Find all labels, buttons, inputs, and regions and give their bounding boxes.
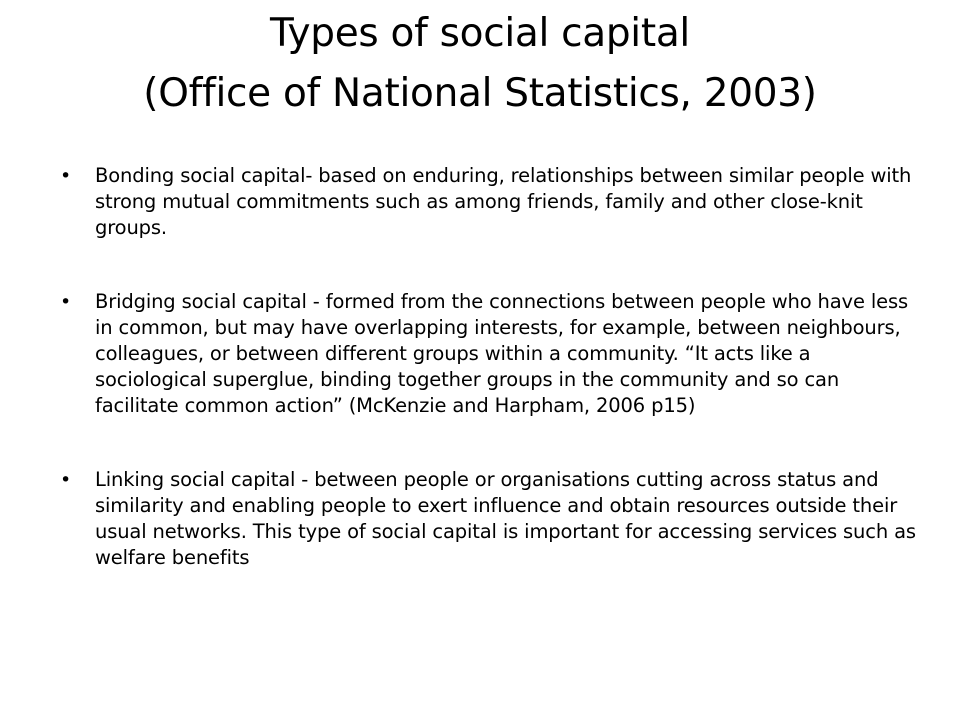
title-line-1: Types of social capital (270, 11, 690, 56)
bullet-text: Bridging social capital - formed from the connections between people who have less in common, but may have overlapping interests, for example, between neighbours, colleagues, or between different groups within a community. “It acts like a sociological superglue, binding together groups in the community and so can facilitate common action” (McKenzie and Harpham, 2006 p15) (95, 290, 908, 417)
bullet-text: Bonding social capital- based on enduring, relationships between similar people with strong mutual commitments such as among friends, family and other close-knit groups. (95, 164, 912, 239)
bullet-dot-icon: • (60, 165, 72, 187)
title-line-2: (Office of National Statistics, 2003) (143, 71, 817, 116)
bullet-list (60, 163, 920, 571)
bullet-bonding (60, 163, 920, 241)
bullet-bridging (60, 289, 920, 419)
bullet-dot-icon: • (60, 291, 72, 313)
bullet-linking (60, 467, 920, 571)
bullet-dot-icon: • (60, 469, 72, 491)
bullet-text: Linking social capital - between people or organisations cutting across status and similarity and enabling people to exert influence and obtain resources outside their usual networks. This type of social capital is important for accessing services such as welfare benefits (95, 468, 916, 569)
slide-title (60, 4, 900, 124)
